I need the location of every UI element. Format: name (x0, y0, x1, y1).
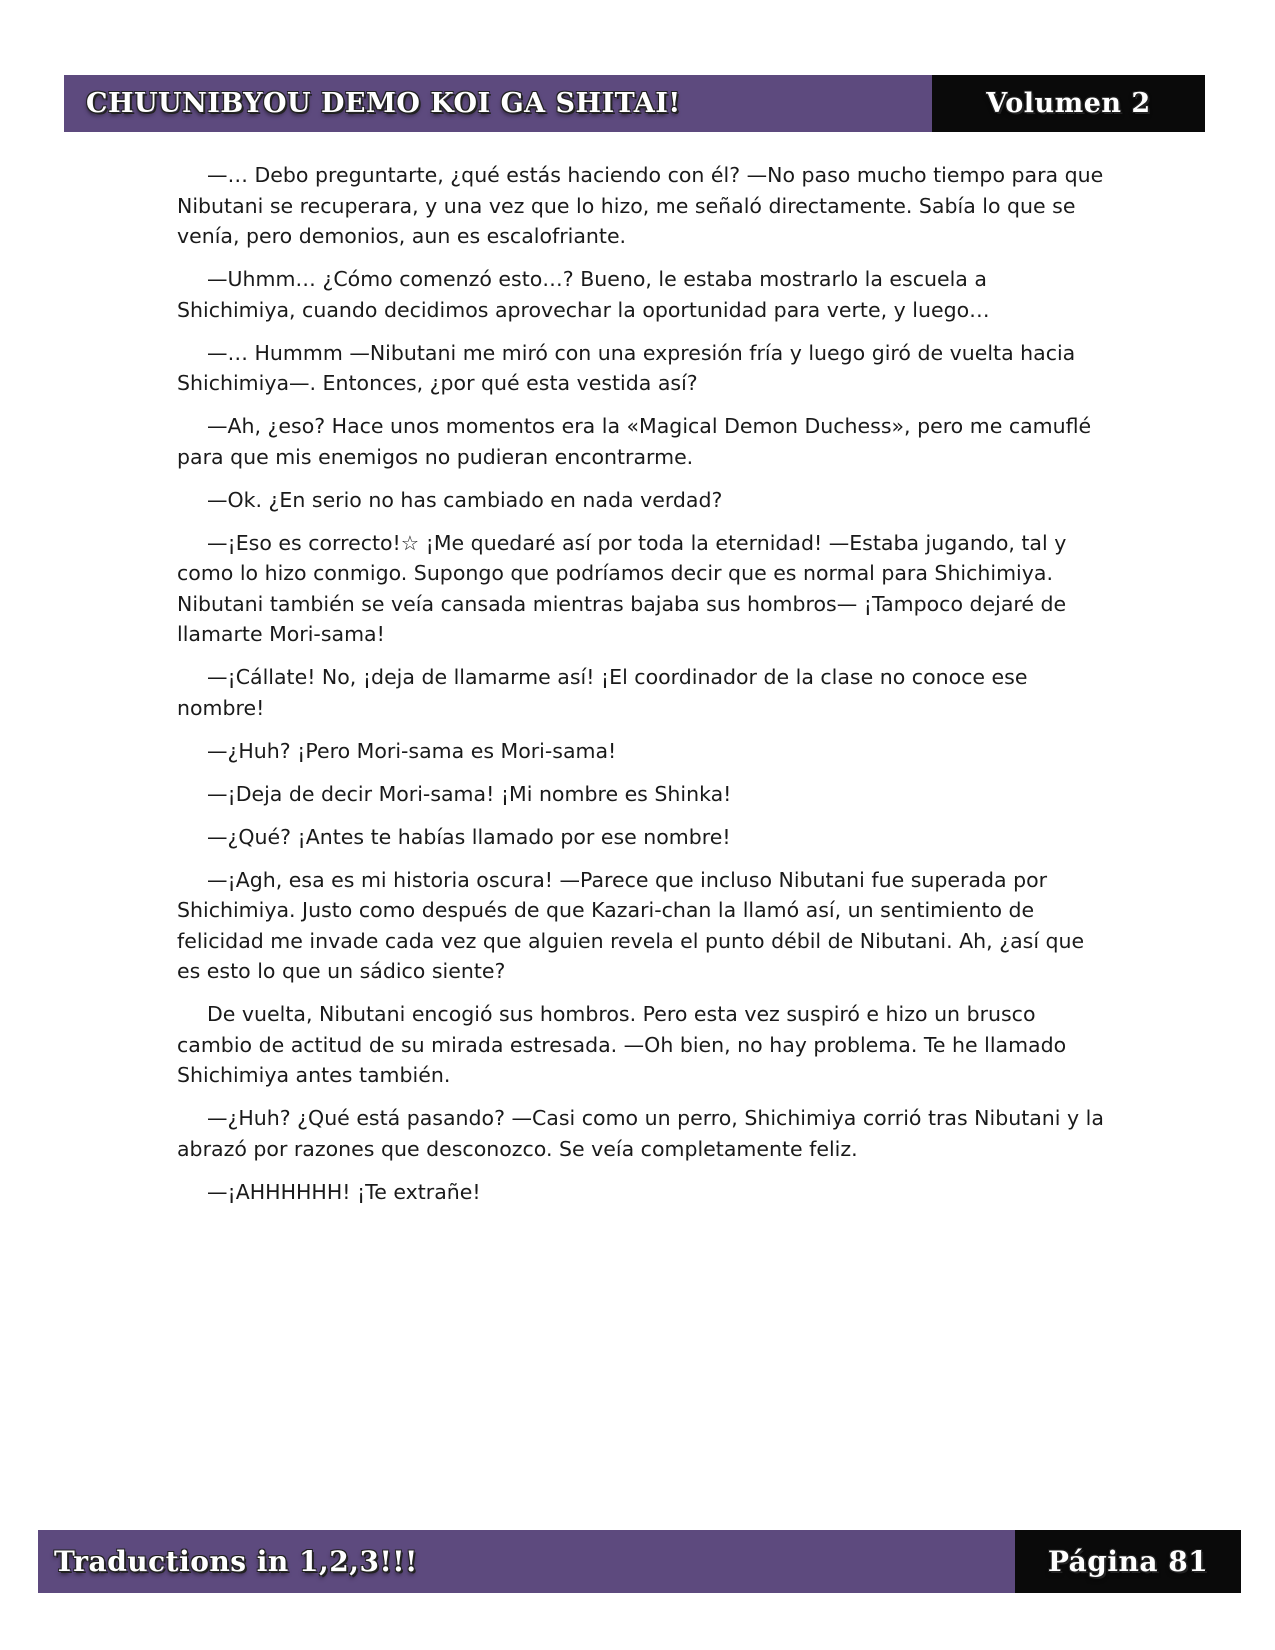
paragraph: —¡Agh, esa es mi historia oscura! —Parece que incluso Nibutani fue superada por Shichimiya. Justo como después de que Kazari-chan la llamó así, un sentimiento de felicidad me invade cada vez que alguien revela el punto débil de Nibutani. Ah, ¿así que es esto lo que un sádico siente? (177, 867, 1085, 983)
paragraph: —… Hummm —Nibutani me miró con una expresión fría y luego giró de vuelta hacia Shichimiya—. Entonces, ¿por qué esta vestida así? (177, 340, 1076, 395)
page-header (64, 75, 1205, 132)
paragraph: —¡Eso es correcto!☆ ¡Me quedaré así por toda la eternidad! —Estaba jugando, tal y como lo hizo conmigo. Supongo que podríamos decir que es normal para Shichimiya. Nibutani también se veía cansada mientras bajaba sus hombros— ¡Tampoco dejaré de llamarte Mori-sama! (177, 530, 1067, 646)
paragraph: —Ok. ¿En serio no has cambiado en nada verdad? (207, 487, 723, 512)
page-body (177, 160, 1107, 1220)
header-title-banner (64, 75, 932, 132)
paragraph: De vuelta, Nibutani encogió sus hombros. Pero esta vez suspiró e hizo un brusco cambio de actitud de su mirada estresada. —Oh bien, no hay problema. Te he llamado Shichimiya antes también. (177, 1002, 1067, 1087)
translator-credit: Traductions in 1,2,3!!! (54, 1545, 418, 1578)
paragraph: —¡Deja de decir Mori-sama! ¡Mi nombre es Shinka! (207, 781, 732, 806)
paragraph: —¿Huh? ¡Pero Mori-sama es Mori-sama! (207, 738, 617, 763)
paragraph: —Ah, ¿eso? Hace unos momentos era la «Magical Demon Duchess», pero me camuflé para que mis enemigos no pudieran encontrarme. (177, 414, 1092, 469)
page-footer (38, 1530, 1241, 1593)
footer-credit-banner (38, 1530, 1015, 1593)
page-number: Página 81 (1047, 1545, 1209, 1578)
paragraph: —¡AHHHHHH! ¡Te extrañe! (207, 1179, 481, 1204)
paragraph: —¿Huh? ¿Qué está pasando? —Casi como un perro, Shichimiya corrió tras Nibutani y la abrazó por razones que desconozco. Se veía completamente feliz. (177, 1106, 1104, 1161)
paragraph: —¡Cállate! No, ¡deja de llamarme así! ¡El coordinador de la clase no conoce ese nombre! (177, 665, 1028, 720)
book-title: CHUUNIBYOU DEMO KOI GA SHITAI! (86, 88, 681, 119)
footer-page-banner (1015, 1530, 1241, 1593)
volume-label: Volumen 2 (986, 88, 1151, 119)
paragraph: —… Debo preguntarte, ¿qué estás haciendo con él? —No paso mucho tiempo para que Nibutani se recuperara, y una vez que lo hizo, me señaló directamente. Sabía lo que se venía, pero demonios, aun es escalofriante. (177, 163, 1104, 248)
header-volume-banner (932, 75, 1205, 132)
paragraph: —Uhmm… ¿Cómo comenzó esto…? Bueno, le estaba mostrarlo la escuela a Shichimiya, cuando decidimos aprovechar la oportunidad para verte, y luego… (177, 267, 990, 322)
paragraph: —¿Qué? ¡Antes te habías llamado por ese nombre! (207, 824, 731, 849)
